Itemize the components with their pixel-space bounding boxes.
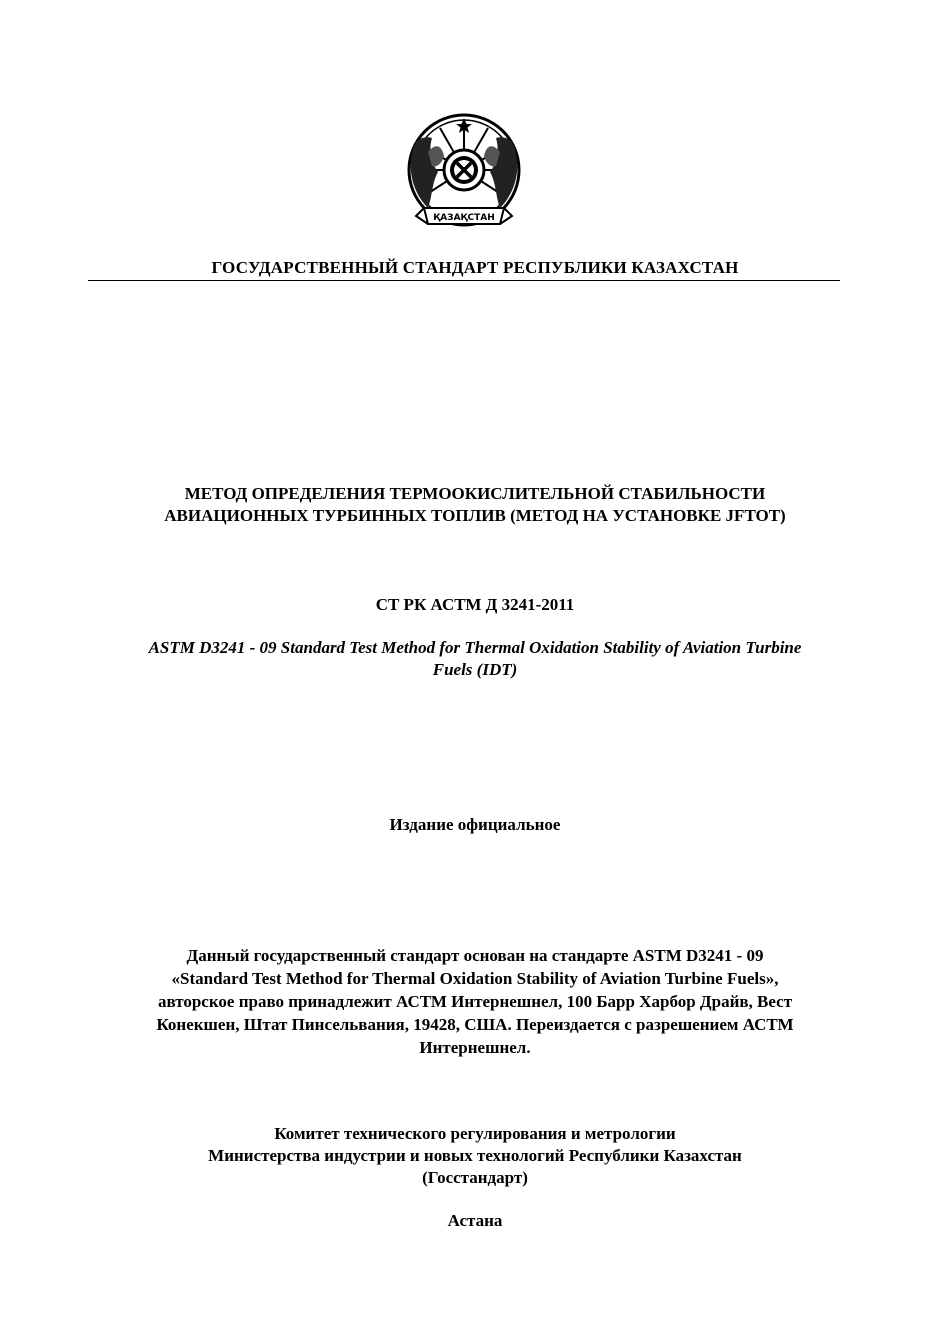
basis-line: авторское право принадлежит АСТМ Интернешнел, 100 Барр Харбор Драйв, Вест bbox=[157, 992, 793, 1011]
basis-line: «Standard Test Method for Thermal Oxidation Stability of Aviation Turbine Fuels», bbox=[171, 969, 779, 988]
publication-city: Астана bbox=[447, 1211, 503, 1230]
header-rule bbox=[88, 280, 840, 281]
document-header: ГОСУДАРСТВЕННЫЙ СТАНДАРТ РЕСПУБЛИКИ КАЗАХСТАН bbox=[211, 258, 739, 277]
title-line: МЕТОД ОПРЕДЕЛЕНИЯ ТЕРМООКИСЛИТЕЛЬНОЙ СТАБИЛЬНОСТИ bbox=[184, 484, 766, 503]
basis-line: Данный государственный стандарт основан на стандарте ASTM D3241 - 09 bbox=[186, 946, 764, 965]
english-title bbox=[80, 637, 870, 681]
title-line: АВИАЦИОННЫХ ТУРБИННЫХ ТОПЛИВ (МЕТОД НА УСТАНОВКЕ JFTOT) bbox=[164, 506, 786, 525]
publisher-line: Министерства индустрии и новых технологий Республики Казахстан bbox=[208, 1146, 742, 1165]
svg-text:ҚАЗАҚСТАН: ҚАЗАҚСТАН bbox=[433, 213, 495, 223]
english-title-line: ASTM D3241 - 09 Standard Test Method for Thermal Oxidation Stability of Aviation Turbine bbox=[148, 638, 802, 657]
publisher-line: Комитет технического регулирования и метрологии bbox=[274, 1124, 676, 1143]
kazakhstan-state-emblem-icon bbox=[402, 112, 526, 240]
standard-code: СТ РК АСТМ Д 3241-2011 bbox=[375, 595, 575, 614]
basis-line: Интернешнел. bbox=[419, 1038, 531, 1057]
edition-label: Издание официальное bbox=[389, 815, 561, 834]
basis-line: Конекшен, Штат Пинсельвания, 19428, США. Переиздается с разрешением АСТМ bbox=[156, 1015, 794, 1034]
english-title-line: Fuels (IDT) bbox=[432, 660, 518, 679]
basis-statement bbox=[90, 944, 860, 1059]
publisher-line: (Госстандарт) bbox=[422, 1168, 528, 1187]
state-emblem bbox=[402, 112, 526, 240]
publisher-block bbox=[0, 1123, 950, 1189]
document-title bbox=[0, 483, 950, 527]
